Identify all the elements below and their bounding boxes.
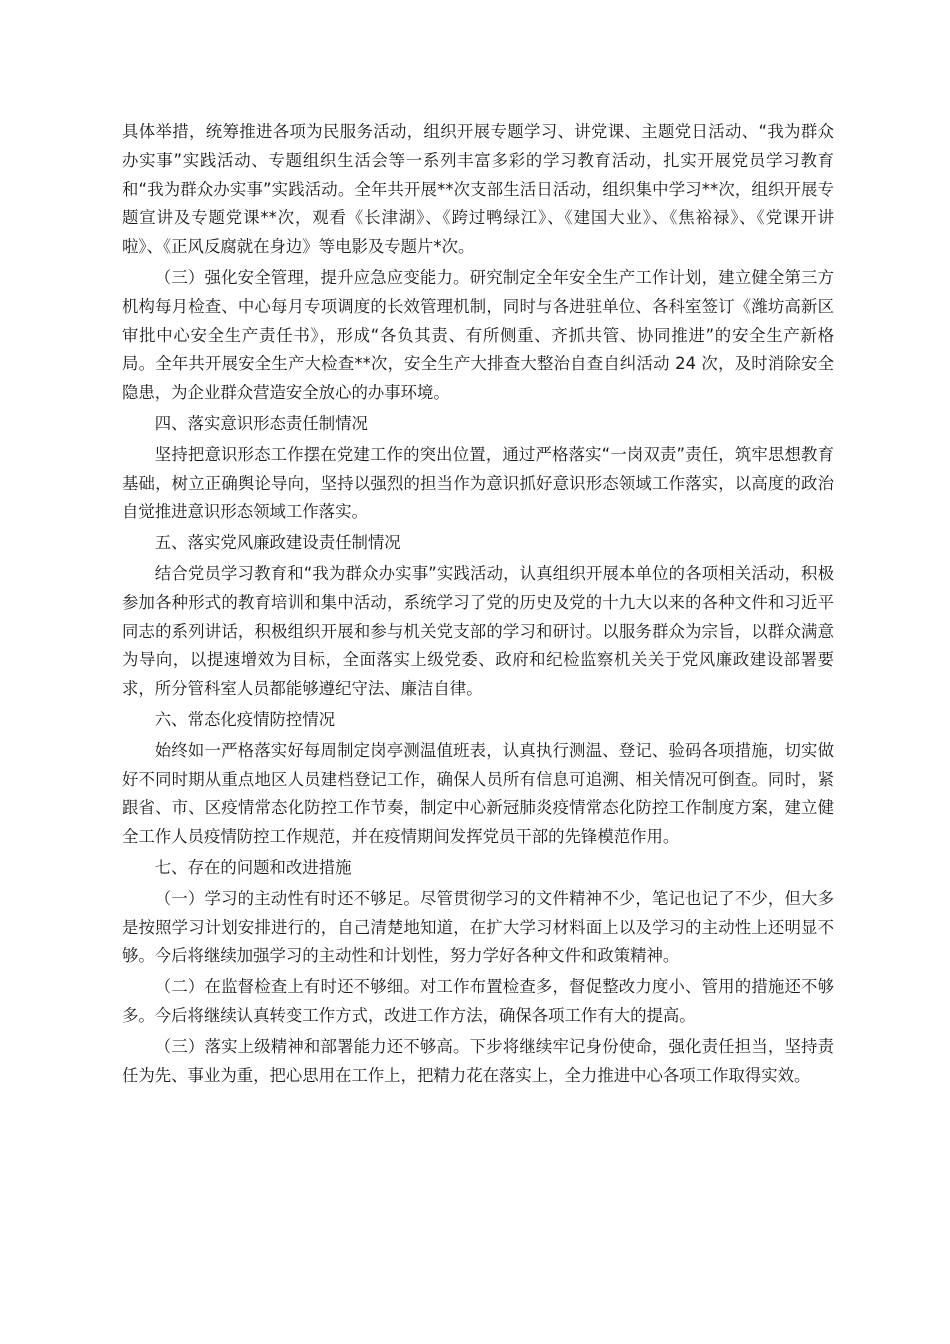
heading-problems-improvements: 七、存在的问题和改进措施 — [154, 857, 352, 877]
heading-ideology-responsibility: 四、落实意识形态责任制情况 — [154, 413, 368, 433]
paragraph-problem-supervision: （二）在监督检查上有时还不够细。对工作布置检查多，督促整改力度小、管用的措施还不够多。今后将继续认真转变工作方式，改进工作方法，确保各项工作有大的提高。 — [122, 977, 834, 1025]
paragraph-clean-governance: 结合党员学习教育和“我为群众办实事”实践活动，认真组织开展本单位的各项相关活动，积极参加各种形式的教育培训和集中活动，系统学习了党的历史及党的十九大以来的各种文件和习近平同志的系列讲话，积极组织开展和参与机关党支部的学习和研讨。以服务群众为宗旨，以群众满意为导向，以提速增效为目标，全面落实上级党委、政府和纪检监察机关关于党风廉政建设部署要求，所分管科室人员都能够遵纪守法、廉洁自律。 — [122, 563, 834, 699]
paragraph-continued-activities: 具体举措，统筹推进各项为民服务活动，组织开展专题学习、讲党课、主题党日活动、“我为群众办实事”实践活动、专题组织生活会等一系列丰富多彩的学习教育活动，扎实开展党员学习教育和“我为群众办实事”实践活动。全年共开展**次支部生活日活动，组织集中学习**次，组织开展专题宣讲及专题党课**次，观看《长津湖》、《跨过鸭绿江》、《建国大业》、《焦裕禄》、《党课开讲啦》、《正风反腐就在身边》等电影及专题片*次。 — [122, 122, 834, 257]
heading-clean-governance: 五、落实党风廉政建设责任制情况 — [154, 533, 401, 553]
paragraph-safety-management: （三）强化安全管理，提升应急应变能力。研究制定全年安全生产工作计划，建立健全第三方机构每月检查、中心每月专项调度的长效管理机制，同时与各进驻单位、各科室签订《潍坊高新区审批中心安全生产责任书》，形成“各负其责、有所侧重、齐抓共管、协同推进”的安全生产新格局。全年共开展安全生产大检查**次，安全生产大排查大整治自查自纠活动 24 次，及时消除安全隐患，为企业群众营造安全放心的办事环境。 — [122, 267, 834, 403]
heading-epidemic-control: 六、常态化疫情防控情况 — [154, 709, 336, 729]
paragraph-problem-implementation: （三）落实上级精神和部署能力还不够高。下步将继续牢记身份使命，强化责任担当，坚持责任为先、事业为重，把心思用在工作上，把精力花在落实上，全力推进中心各项工作取得实效。 — [122, 1036, 834, 1085]
paragraph-ideology-work: 坚持把意识形态工作摆在党建工作的突出位置，通过严格落实“一岗双责”责任，筑牢思想教育基础，树立正确舆论导向，坚持以强烈的担当作为意识抓好意识形态领域工作落实，以高度的政治自觉推进意识形态领域工作落实。 — [122, 444, 834, 522]
paragraph-epidemic-control: 始终如一严格落实好每周制定岗亭测温值班表，认真执行测温、登记、验码各项措施，切实做好不同时期从重点地区人员建档登记工作，确保人员所有信息可追溯、相关情况可倒查。同时，紧跟省、市、区疫情常态化防控工作节奏，制定中心新冠肺炎疫情常态化防控工作制度方案，建立健全工作人员疫情防控工作规范，并在疫情期间发挥党员干部的先锋模范作用。 — [122, 740, 834, 847]
paragraph-problem-learning: （一）学习的主动性有时还不够足。尽管贯彻学习的文件精神不少，笔记也记了不少，但大多是按照学习计划安排进行的，自己清楚地知道，在扩大学习材料面上以及学习的主动性上还明显不够。今后将继续加强学习的主动性和计划性，努力学好各种文件和政策精神。 — [122, 888, 834, 966]
document-page — [122, 118, 834, 1092]
